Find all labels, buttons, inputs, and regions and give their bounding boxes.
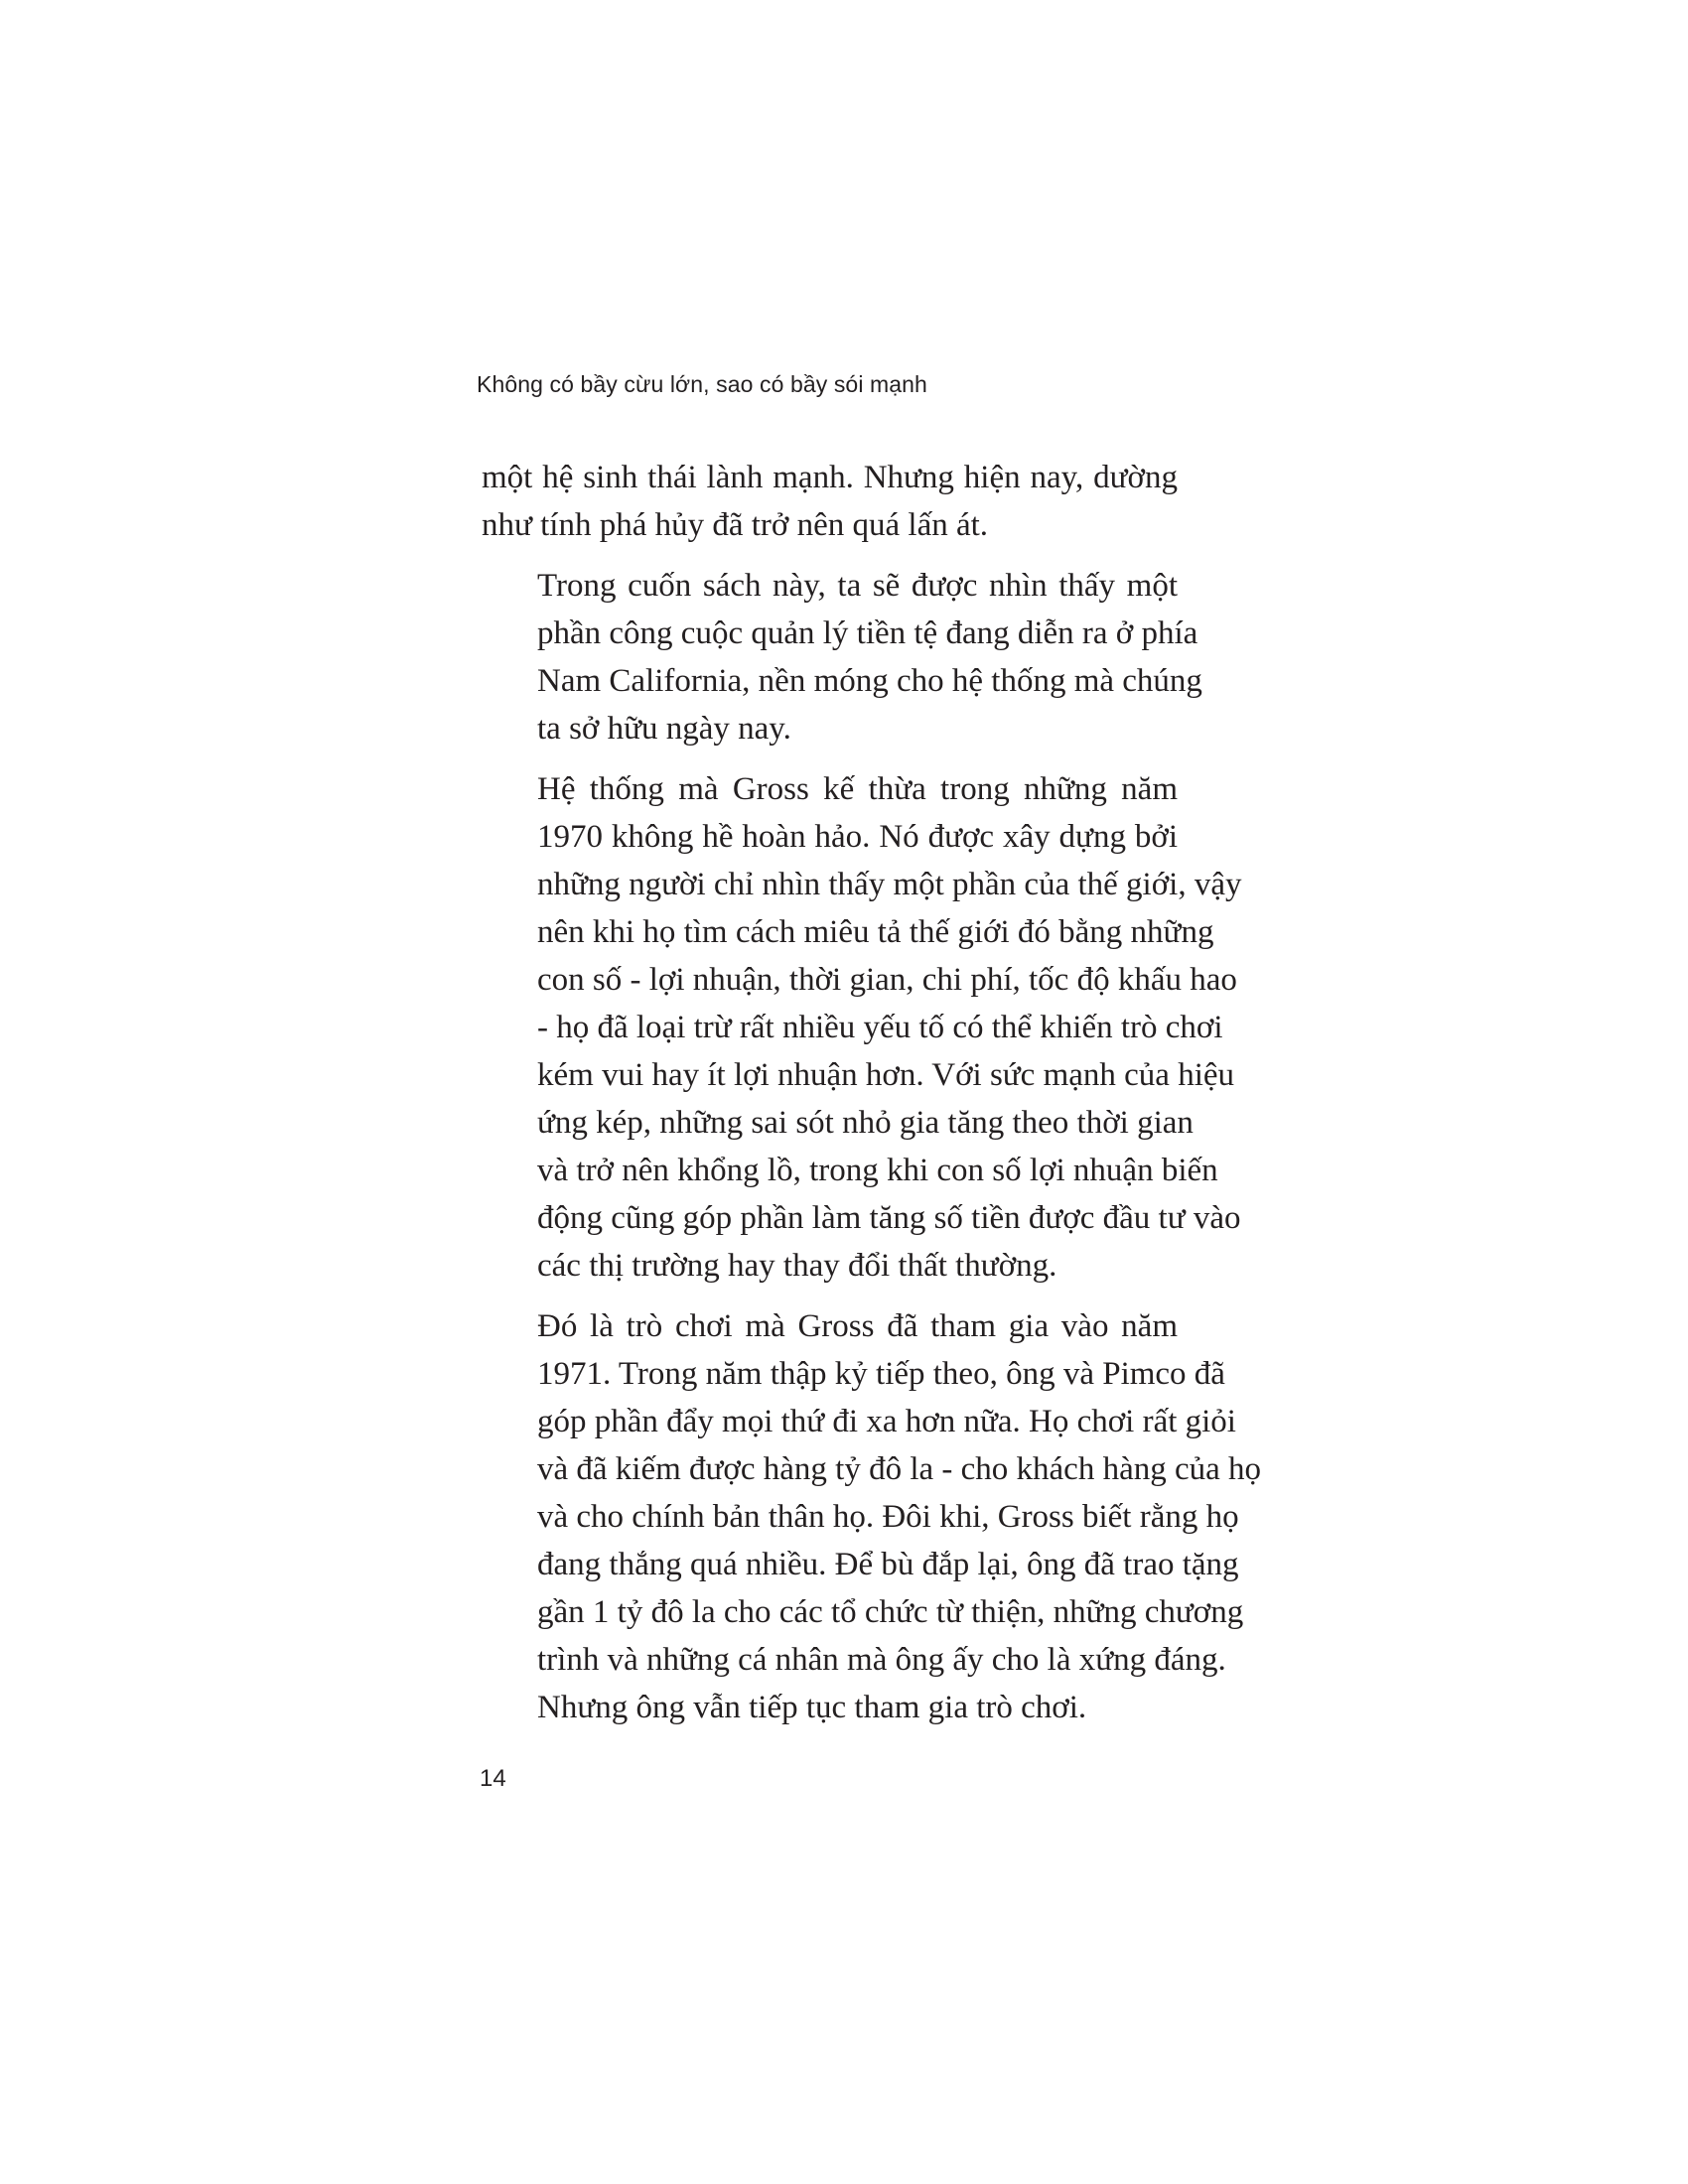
- text-line: Nam California, nền móng cho hệ thống mà chúng: [537, 663, 1202, 699]
- text-line: Đó là trò chơi mà Gross đã tham gia vào năm: [537, 1308, 1178, 1344]
- text-line: và đã kiếm được hàng tỷ đô la - cho khách hàng của họ: [537, 1451, 1262, 1487]
- paragraph-3: [482, 765, 1242, 1290]
- text-line: một hệ sinh thái lành mạnh. Nhưng hiện nay, dường: [482, 460, 1178, 495]
- text-line: Nhưng ông vẫn tiếp tục tham gia trò chơi.: [537, 1690, 1087, 1725]
- text-line: và trở nên khổng lồ, trong khi con số lợi nhuận biến: [537, 1153, 1218, 1188]
- text-line: Hệ thống mà Gross kế thừa trong những năm: [537, 771, 1178, 807]
- text-line: động cũng góp phần làm tăng số tiền được đầu tư vào: [537, 1200, 1241, 1236]
- text-line: 1970 không hề hoàn hảo. Nó được xây dựng bởi: [537, 819, 1178, 855]
- text-line: và cho chính bản thân họ. Đôi khi, Gross biết rằng họ: [537, 1499, 1239, 1535]
- text-line: như tính phá hủy đã trở nên quá lấn át.: [482, 507, 989, 543]
- text-line: đang thắng quá nhiều. Để bù đắp lại, ông đã trao tặng: [537, 1547, 1239, 1582]
- text-line: trình và những cá nhân mà ông ấy cho là xứng đáng.: [537, 1642, 1226, 1678]
- text-line: góp phần đẩy mọi thứ đi xa hơn nữa. Họ chơi rất giỏi: [537, 1404, 1236, 1439]
- paragraph-4: [482, 1302, 1262, 1731]
- text-line: ứng kép, những sai sót nhỏ gia tăng theo thời gian: [537, 1105, 1194, 1141]
- text-line: những người chỉ nhìn thấy một phần của thế giới, vậy: [537, 867, 1242, 902]
- text-line: gần 1 tỷ đô la cho các tổ chức từ thiện, những chương: [537, 1594, 1244, 1630]
- text-line: con số - lợi nhuận, thời gian, chi phí, tốc độ khấu hao: [537, 962, 1237, 998]
- text-line: 1971. Trong năm thập kỷ tiếp theo, ông và Pimco đã: [537, 1356, 1225, 1392]
- paragraph-2: [482, 562, 1202, 752]
- text-line: các thị trường hay thay đổi thất thường.: [537, 1248, 1057, 1284]
- page-number: 14: [480, 1765, 506, 1792]
- text-line: Trong cuốn sách này, ta sẽ được nhìn thấy một: [537, 568, 1178, 604]
- running-header: Không có bầy cừu lớn, sao có bầy sói mạnh: [477, 371, 927, 397]
- paragraph-1: [482, 454, 1178, 549]
- text-line: kém vui hay ít lợi nhuận hơn. Với sức mạnh của hiệu: [537, 1057, 1235, 1093]
- text-line: phần công cuộc quản lý tiền tệ đang diễn ra ở phía: [537, 615, 1198, 651]
- body-text: [482, 454, 1262, 1744]
- text-line: ta sở hữu ngày nay.: [537, 711, 791, 747]
- text-line: nên khi họ tìm cách miêu tả thế giới đó bằng những: [537, 914, 1214, 950]
- text-line: - họ đã loại trừ rất nhiều yếu tố có thể khiến trò chơi: [537, 1010, 1223, 1045]
